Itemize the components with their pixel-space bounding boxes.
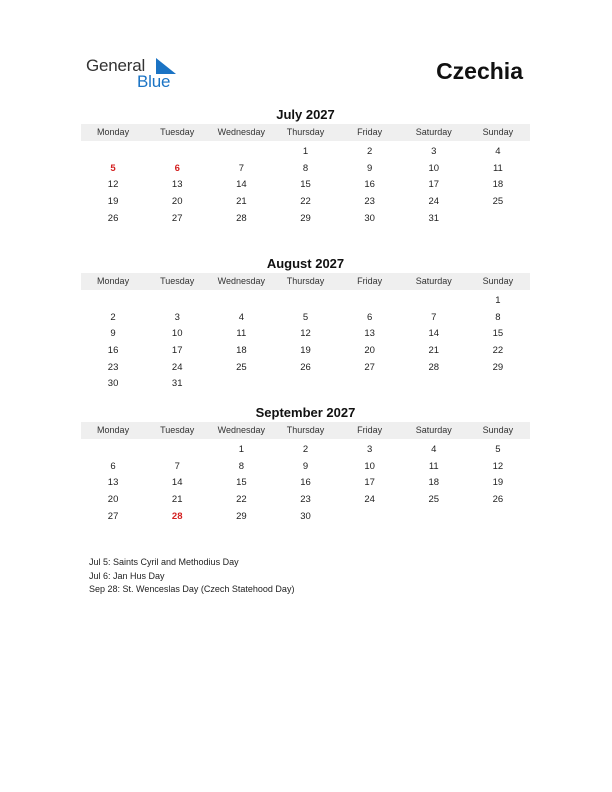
week-row (81, 144, 530, 161)
weekday-label: Sunday (482, 276, 514, 286)
holiday-notes (89, 556, 294, 597)
month-title: August 2027 (266, 256, 345, 271)
weekday-label: Friday (357, 425, 383, 435)
month-september (81, 405, 530, 525)
weekday-label: Wednesday (217, 276, 266, 286)
day-cell: 6 (366, 311, 373, 323)
day-cell: 12 (492, 460, 504, 472)
day-cell: 16 (364, 179, 375, 191)
week-row (81, 360, 530, 377)
day-cell: 22 (492, 345, 504, 357)
day-cell: 31 (428, 212, 440, 224)
day-cell: 13 (107, 477, 119, 489)
weekday-label: Sunday (482, 127, 514, 137)
weekday-label: Thursday (286, 276, 325, 286)
day-cell: 1 (302, 146, 309, 157)
day-cell: 1 (495, 295, 501, 306)
day-cell: 24 (171, 361, 183, 373)
day-cell (145, 144, 209, 161)
day-cell: 12 (107, 179, 119, 191)
week-row (81, 442, 530, 459)
day-cell: 5 (302, 311, 309, 323)
day-cell (466, 376, 530, 393)
day-cell: 3 (366, 444, 373, 455)
day-cell: 30 (107, 378, 119, 390)
day-cell: 13 (364, 328, 375, 340)
day-cell: 29 (236, 510, 247, 522)
weekday-header-row (81, 422, 530, 439)
month-august (81, 256, 530, 393)
week-row (81, 161, 530, 178)
day-cell: 13 (171, 179, 183, 191)
day-cell: 18 (428, 477, 440, 489)
day-cell: 24 (428, 196, 440, 208)
day-cell: 14 (428, 328, 440, 340)
holiday-day-cell: 5 (110, 162, 116, 174)
day-cell (338, 376, 402, 393)
day-cell: 9 (302, 460, 309, 472)
day-cell: 27 (364, 361, 375, 373)
day-cell: 27 (171, 212, 183, 224)
day-cell: 7 (238, 162, 244, 174)
day-cell (145, 293, 209, 310)
holiday-day-cell: 28 (171, 510, 183, 522)
day-cell: 23 (107, 361, 119, 373)
day-cell: 4 (238, 311, 244, 323)
day-cell: 23 (364, 196, 375, 208)
day-cell: 11 (236, 328, 247, 340)
day-cell: 2 (302, 444, 309, 455)
weekday-label: Tuesday (160, 276, 195, 286)
weekday-label: Tuesday (160, 425, 195, 435)
weekday-label: Thursday (286, 425, 325, 435)
weekday-label: Wednesday (217, 127, 266, 137)
country-title: Czechia (436, 58, 523, 84)
day-cell: 17 (364, 477, 375, 489)
weekday-label: Saturday (415, 425, 452, 435)
day-cell (338, 293, 402, 310)
day-cell: 27 (107, 510, 119, 522)
day-cell (81, 144, 145, 161)
weekday-label: Thursday (286, 127, 325, 137)
day-cell: 7 (431, 311, 437, 323)
day-cell: 29 (492, 361, 504, 373)
day-cell: 19 (300, 345, 311, 357)
day-cell: 10 (364, 460, 375, 472)
week-row (81, 376, 530, 393)
day-cell: 14 (236, 179, 247, 191)
day-cell: 21 (171, 494, 183, 506)
week-row (81, 509, 530, 526)
day-cell (273, 376, 337, 393)
holiday-note: Jul 5: Saints Cyril and Methodius Day (89, 557, 239, 567)
day-cell (209, 144, 273, 161)
day-cell: 4 (495, 146, 501, 157)
day-cell: 11 (492, 162, 503, 174)
day-cell: 2 (366, 146, 373, 157)
week-row (81, 177, 530, 194)
day-cell (273, 293, 337, 310)
day-cell: 7 (174, 460, 180, 472)
day-cell: 10 (171, 328, 183, 340)
logo-word-general: General (86, 56, 146, 75)
day-cell (81, 293, 145, 310)
day-cell (402, 509, 466, 526)
holiday-note: Sep 28: St. Wenceslas Day (Czech Statehood Day) (89, 584, 295, 594)
weekday-label: Saturday (415, 276, 452, 286)
day-cell: 9 (110, 328, 116, 340)
weekday-label: Monday (97, 425, 130, 435)
day-cell: 29 (300, 212, 311, 224)
day-cell: 28 (236, 212, 247, 224)
day-cell: 15 (492, 328, 504, 340)
weekday-label: Monday (97, 127, 130, 137)
day-cell (466, 509, 530, 526)
day-cell: 30 (364, 212, 375, 224)
day-cell: 8 (495, 311, 501, 323)
day-cell: 16 (300, 477, 311, 489)
day-cell: 1 (238, 444, 244, 455)
day-cell: 28 (428, 361, 440, 373)
weekday-label: Wednesday (217, 425, 266, 435)
day-cell: 26 (492, 494, 504, 506)
day-cell: 30 (300, 510, 311, 522)
week-row (81, 343, 530, 360)
day-cell: 8 (238, 460, 244, 472)
generalblue-logo (86, 56, 186, 92)
weekday-label: Monday (97, 276, 130, 286)
day-cell: 4 (431, 444, 437, 455)
day-cell: 3 (174, 311, 180, 323)
day-cell: 15 (300, 179, 311, 191)
day-cell: 2 (110, 311, 116, 323)
day-cell: 17 (171, 345, 183, 357)
weekday-header-row (81, 273, 530, 290)
week-row (81, 293, 530, 310)
week-row (81, 310, 530, 327)
day-cell (209, 293, 273, 310)
day-cell: 31 (171, 378, 183, 390)
day-cell: 15 (236, 477, 247, 489)
week-row (81, 194, 530, 211)
day-cell: 20 (171, 196, 183, 208)
day-cell: 20 (364, 345, 375, 357)
weekday-label: Friday (357, 276, 383, 286)
day-cell: 25 (236, 361, 247, 373)
day-cell: 6 (110, 460, 116, 472)
day-cell (145, 442, 209, 459)
day-cell (402, 376, 466, 393)
day-cell: 16 (107, 345, 119, 357)
day-cell: 26 (300, 361, 311, 373)
day-cell: 19 (492, 477, 504, 489)
day-cell: 24 (364, 494, 375, 506)
weekday-label: Sunday (482, 425, 514, 435)
weekday-label: Tuesday (160, 127, 195, 137)
week-row (81, 492, 530, 509)
weekday-label: Friday (357, 127, 383, 137)
logo-word-blue: Blue (137, 72, 171, 91)
day-cell (466, 211, 530, 228)
day-cell (209, 376, 273, 393)
day-cell: 18 (236, 345, 247, 357)
week-row (81, 459, 530, 476)
week-row (81, 211, 530, 228)
day-cell: 25 (492, 196, 504, 208)
weekday-header-row (81, 124, 530, 141)
holiday-day-cell: 6 (174, 162, 180, 174)
day-cell: 20 (107, 494, 119, 506)
day-cell: 19 (107, 196, 119, 208)
day-cell: 17 (428, 179, 440, 191)
day-cell: 9 (366, 162, 373, 174)
day-cell: 21 (428, 345, 440, 357)
day-cell: 25 (428, 494, 440, 506)
month-title: September 2027 (255, 405, 356, 420)
day-cell: 22 (236, 494, 247, 506)
day-cell: 12 (300, 328, 311, 340)
day-cell (402, 293, 466, 310)
month-title: July 2027 (276, 107, 335, 122)
weekday-label: Saturday (415, 127, 452, 137)
holiday-note: Jul 6: Jan Hus Day (89, 570, 165, 581)
week-row (81, 475, 530, 492)
day-cell (338, 509, 402, 526)
day-cell: 21 (236, 196, 247, 208)
day-cell: 22 (300, 196, 311, 208)
week-row (81, 326, 530, 343)
day-cell (81, 442, 145, 459)
month-july (81, 107, 530, 227)
day-cell: 14 (171, 477, 183, 489)
day-cell: 3 (431, 146, 437, 157)
day-cell: 10 (428, 162, 440, 174)
day-cell: 18 (492, 179, 504, 191)
day-cell: 11 (428, 460, 439, 472)
day-cell: 8 (302, 162, 309, 174)
day-cell: 26 (107, 212, 119, 224)
day-cell: 5 (495, 444, 501, 455)
day-cell: 23 (300, 494, 311, 506)
